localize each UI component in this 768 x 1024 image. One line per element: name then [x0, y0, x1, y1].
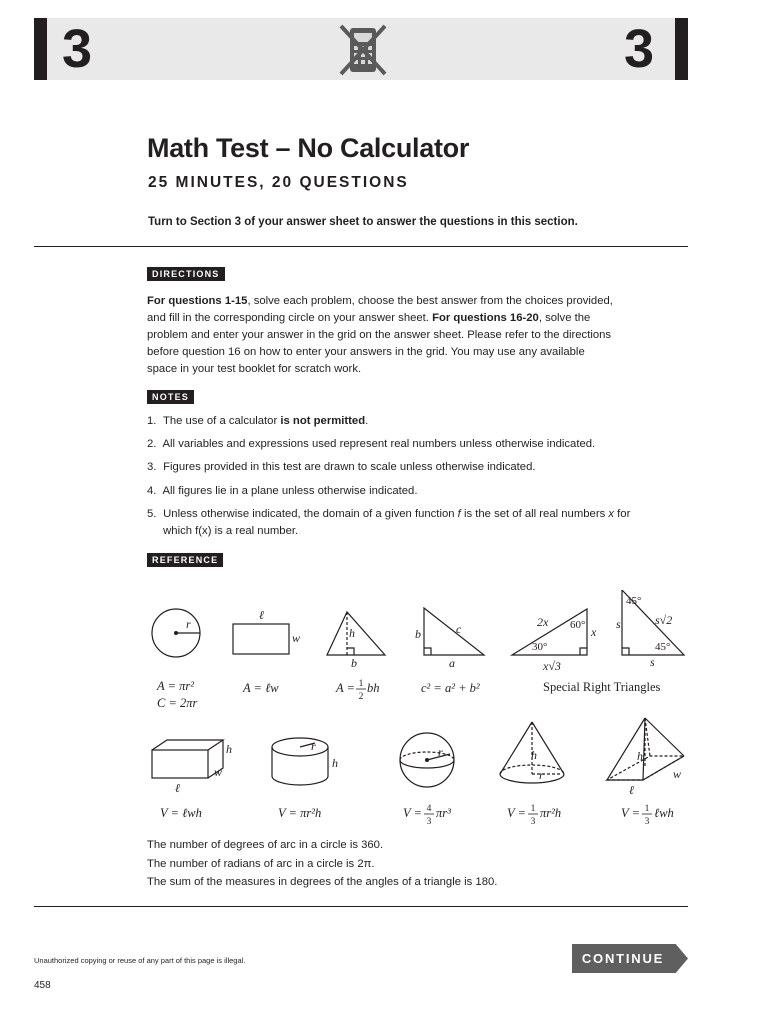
reference-facts — [147, 836, 497, 892]
frac-sph-den: 3 — [426, 817, 432, 827]
reference-figures — [0, 590, 768, 835]
special-right-triangles-caption: Special Right Triangles — [543, 680, 661, 694]
label-cone-r: r — [539, 768, 544, 782]
label-box-w: w — [214, 765, 223, 779]
frac-pyr-num: 1 — [644, 804, 650, 814]
note-2 — [147, 436, 647, 453]
label-cone-h: h — [531, 748, 537, 762]
formula-box-vol: V = ℓwh — [160, 806, 202, 820]
header-bar-right — [675, 18, 688, 80]
fact-degrees: The number of degrees of arc in a circle is 360. — [147, 839, 384, 851]
note-text: is the set of all real numbers — [460, 508, 609, 520]
label-45-s: s — [616, 617, 621, 631]
label-cyl-r: r — [311, 739, 316, 753]
label-45-s2: s — [650, 655, 655, 669]
note-3 — [147, 459, 647, 476]
divider-bottom — [34, 906, 688, 907]
continue-label: CONTINUE — [581, 951, 665, 966]
directions-tag: DIRECTIONS — [147, 267, 225, 281]
notes-tag: NOTES — [147, 390, 194, 404]
cylinder-figure — [272, 738, 328, 785]
label-box-l: ℓ — [175, 781, 180, 795]
label-sph-r: r — [438, 745, 443, 759]
label-45-45a: 45° — [626, 595, 642, 607]
directions-bold-2: For questions 16-20 — [432, 312, 539, 324]
note-text: for — [614, 508, 631, 520]
label-tri-h: h — [349, 626, 355, 640]
directions-bold-1: For questions 1-15 — [147, 295, 248, 307]
label-30-2x: 2x — [537, 615, 549, 629]
note-1 — [147, 413, 647, 430]
note-5 — [147, 506, 647, 540]
header-bar-left — [34, 18, 47, 80]
frac-sph-num: 4 — [426, 804, 432, 814]
label-rect-l: ℓ — [259, 608, 264, 622]
triangle-30-60-90 — [512, 609, 587, 655]
rectangle-figure — [233, 624, 289, 654]
label-pyth-b: b — [415, 627, 421, 641]
page-subtitle: 25 MINUTES, 20 QUESTIONS — [148, 174, 409, 191]
note-var-f: f — [457, 508, 461, 520]
frac-tri-den: 2 — [358, 692, 364, 702]
formula-tri-a: A = — [336, 681, 355, 695]
frac-cone-den: 3 — [530, 817, 536, 827]
frac-pyr-den: 3 — [644, 817, 650, 827]
formula-circle-area: A = πr² — [157, 679, 194, 693]
directions-text-2: , solve the problem and enter your answer in the grid on the answer sheet. Please refer to the directions before question 16 on how to enter your answers in the grid. You may use any available space in your test booklet for scratch work. — [147, 312, 612, 375]
page-title: Math Test – No Calculator — [147, 133, 470, 163]
note-4 — [147, 483, 647, 500]
label-45-45b: 45° — [655, 641, 671, 653]
note-text: Figures provided in this test are drawn to scale unless otherwise indicated. — [163, 461, 536, 473]
frac-tri-num: 1 — [358, 679, 364, 689]
note-text: Unless otherwise indicated, the domain of a given function — [163, 508, 458, 520]
note-number: 2. — [147, 438, 157, 450]
label-30-xr3: x√3 — [543, 659, 561, 673]
label-45-sr2: s√2 — [655, 613, 673, 627]
formula-cone-a: V = — [507, 806, 526, 820]
formula-circle-circ: C = 2πr — [157, 696, 198, 710]
label-rect-w: w — [292, 631, 301, 645]
continue-button[interactable] — [572, 944, 688, 973]
divider-top — [34, 246, 688, 247]
frac-cone-num: 1 — [530, 804, 536, 814]
note-bold: is not permitted — [280, 415, 366, 427]
label-pyth-a: a — [449, 656, 455, 670]
triangle-figure — [327, 612, 385, 655]
note-end: . — [365, 415, 369, 427]
label-pyth-c: c — [456, 622, 462, 636]
formula-rect-area: A = ℓw — [243, 681, 279, 695]
reference-tag: REFERENCE — [147, 553, 223, 567]
directions-text — [147, 293, 617, 378]
note-text: All figures lie in a plane unless otherwise indicated. — [162, 485, 418, 497]
formula-pythagorean: c² = a² + b² — [421, 681, 480, 695]
section-number-right: 3 — [624, 19, 655, 79]
formula-tri-bh: bh — [367, 681, 380, 695]
formula-cyl-vol: V = πr²h — [278, 806, 322, 820]
directions-text-1: , solve each problem, choose the best answer from the choices provided, and fill in the corresponding circle on your answer sheet. — [147, 295, 613, 324]
label-pyr-w: w — [673, 767, 682, 781]
label-box-h: h — [226, 742, 232, 756]
section-number-left: 3 — [62, 19, 93, 79]
note-number: 4. — [147, 485, 157, 497]
label-pyr-l: ℓ — [629, 783, 634, 797]
note-number: 3. — [147, 461, 157, 473]
rectangular-box-figure — [152, 740, 223, 778]
no-calculator-icon — [337, 22, 389, 78]
formula-sph-a: V = — [403, 806, 422, 820]
formula-cone-b: πr²h — [540, 806, 562, 820]
formula-sph-b: πr³ — [436, 806, 451, 820]
fact-radians: The number of radians of arc in a circle is 2π. — [147, 857, 375, 870]
section-instructions: Turn to Section 3 of your answer sheet to answer the questions in this section. — [148, 216, 578, 228]
note-number: 1. — [147, 415, 157, 427]
note-text: All variables and expressions used represent real numbers unless otherwise indicated. — [162, 438, 596, 450]
fact-triangle-sum: The sum of the measures in degrees of the angles of a triangle is 180. — [147, 876, 498, 888]
note-var-x: x — [608, 508, 615, 520]
label-tri-b: b — [351, 656, 357, 670]
label-cyl-h: h — [332, 756, 338, 770]
note-text: The use of a calculator — [162, 415, 281, 427]
formula-pyr-b: ℓwh — [654, 806, 674, 820]
label-pyr-h: h — [637, 749, 643, 763]
label-circle-r: r — [186, 617, 191, 631]
formula-pyr-a: V = — [621, 806, 640, 820]
note-number: 5. — [147, 508, 157, 520]
label-30-x: x — [591, 625, 597, 639]
note-text-line2: which f(x) is a real number. — [163, 525, 299, 537]
right-triangle-figure — [424, 608, 484, 655]
label-30-60: 60° — [570, 619, 586, 631]
page-number: 458 — [34, 980, 51, 991]
label-30-30: 30° — [532, 641, 548, 653]
copyright-notice: Unauthorized copying or reuse of any part of this page is illegal. — [34, 956, 246, 965]
